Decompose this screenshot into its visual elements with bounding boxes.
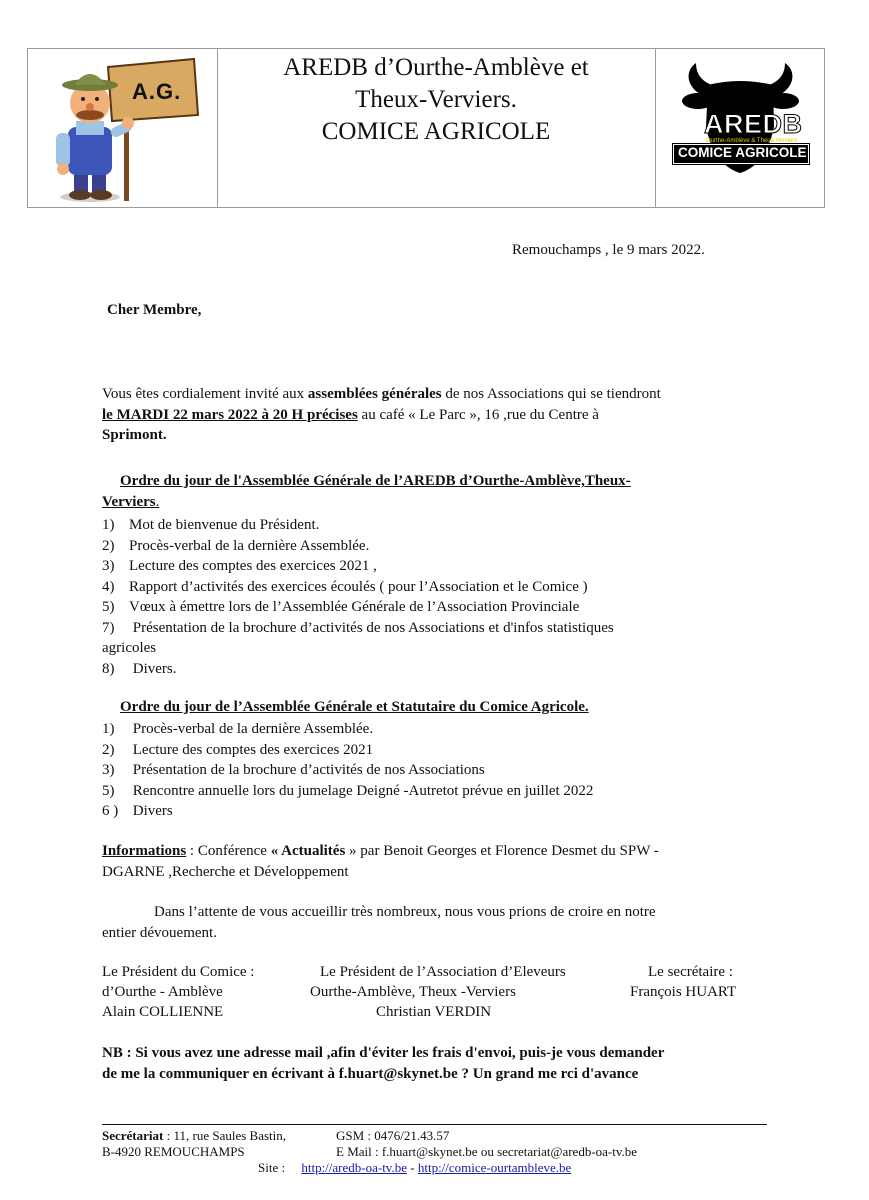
list-item: 8) Divers. bbox=[102, 660, 177, 677]
nb-line1: NB : Si vous avez une adresse mail ,afin d'éviter les frais d'envoi, puis-je vous demander bbox=[102, 1045, 665, 1061]
list-item: 2) Procès-verbal de la dernière Assemblée. bbox=[102, 537, 370, 554]
letterhead-title bbox=[217, 49, 656, 207]
letterhead-illustration-cell bbox=[28, 49, 218, 207]
agenda-comice-list bbox=[102, 719, 593, 822]
signature-association-president: Le Président de l’Association d’Eleveurs Ourthe-Amblève, Theux -Verviers Christian VERDIN bbox=[310, 964, 566, 1020]
informations-label: Informations bbox=[102, 843, 187, 859]
footer-contact bbox=[336, 1128, 637, 1159]
list-item: 5) Rencontre annuelle lors du jumelage Deigné -Autretot prévue en juillet 2022 bbox=[102, 782, 594, 799]
signature-comice-president: Le Président du Comice : d’Ourthe - Amblève Alain COLLIENNE bbox=[102, 964, 255, 1020]
closing-line1: Dans l’attente de vous accueillir très nombreux, nous vous prions de croire en notre bbox=[154, 904, 656, 920]
invitation-paragraph bbox=[102, 384, 661, 446]
logo-small-text: Ourthe-Amblève & Theux-Verviers bbox=[706, 138, 798, 144]
agenda-aredb-heading: Ordre du jour de l'Assemblée Générale de l’AREDB d’Ourthe-Amblève,Theux- Verviers. bbox=[102, 473, 631, 510]
closing-paragraph bbox=[102, 902, 656, 944]
date-line: Remouchamps , le 9 mars 2022. bbox=[512, 242, 705, 258]
farmer-sign-illustration bbox=[28, 49, 217, 207]
salutation: Cher Membre, bbox=[107, 302, 202, 318]
list-item: 7) Présentation de la brochure d’activités de nos Associations et d'infos statistiques bbox=[102, 619, 614, 636]
title-line-3: COMICE AGRICOLE bbox=[321, 118, 551, 145]
list-item: 3) Lecture des comptes des exercices 2021 , bbox=[102, 558, 377, 574]
logo-banner-text: COMICE AGRICOLE bbox=[678, 145, 807, 160]
informations-line2: DGARNE ,Recherche et Développement bbox=[102, 863, 349, 880]
secretariat-label: Secrétariat bbox=[102, 1128, 164, 1143]
list-item: 4) Rapport d’activités des exercices écoulés ( pour l’Association et le Comice ) bbox=[102, 578, 588, 595]
footer-divider bbox=[102, 1124, 767, 1125]
intro-text-end: de nos Associations qui se tiendront bbox=[441, 386, 661, 402]
footer-sites: Site : http://aredb-oa-tv.be - http://comice-ourtambleve.be bbox=[258, 1160, 572, 1175]
informations-paragraph: Informations : Conférence « Actualités » par Benoit Georges et Florence Desmet du SPW - DGARNE ,Recherche et Développement bbox=[102, 841, 659, 882]
meeting-town: Sprimont. bbox=[102, 427, 167, 443]
list-item: 1) Mot de bienvenue du Président. bbox=[102, 517, 320, 533]
conference-title: « Actualités bbox=[270, 843, 346, 859]
list-item: 1) Procès-verbal de la dernière Assemblée. bbox=[102, 721, 374, 737]
title-line-2: Theux-Verviers. bbox=[355, 86, 517, 113]
list-item: 2) Lecture des comptes des exercices 2021 bbox=[102, 741, 374, 758]
closing-line2: entier dévouement. bbox=[102, 925, 217, 941]
logo-main-text: AREDB bbox=[704, 109, 803, 139]
aredb-logo bbox=[656, 49, 825, 207]
intro-text: Vous êtes cordialement invité aux bbox=[102, 386, 308, 402]
footer-gsm: GSM : 0476/21.43.57 bbox=[336, 1128, 450, 1143]
title-line-1: AREDB d’Ourthe-Amblève et bbox=[283, 54, 589, 81]
intro-emphasis: assemblées générales bbox=[307, 386, 442, 402]
footer-email: E Mail : f.huart@skynet.be ou secretariat@aredb-oa-tv.be bbox=[336, 1143, 638, 1159]
footer-address: Secrétariat : 11, rue Saules Bastin, B-4920 REMOUCHAMPS bbox=[102, 1128, 287, 1159]
agenda-aredb-list bbox=[102, 515, 614, 679]
site-label: Site : bbox=[258, 1160, 286, 1175]
site-link-comice[interactable]: http://comice-ourtambleve.be bbox=[417, 1160, 572, 1175]
list-item: 5) Vœux à émettre lors de l’Assemblée Générale de l’Association Provinciale bbox=[102, 599, 580, 615]
meeting-date: le MARDI 22 mars 2022 à 20 H précises bbox=[102, 406, 358, 423]
agenda-aredb-heading-line2: Verviers bbox=[102, 493, 156, 510]
list-item-continuation: agricoles bbox=[102, 640, 157, 656]
footer-city: B-4920 REMOUCHAMPS bbox=[102, 1143, 245, 1159]
signature-secretary: Le secrétaire : François HUART bbox=[630, 964, 737, 1000]
list-item: 3) Présentation de la brochure d’activités de nos Associations bbox=[102, 762, 485, 778]
nb-note bbox=[102, 1043, 664, 1085]
nb-line2: de me la communiquer en écrivant à f.huart@skynet.be ? Un grand me rci d'avance bbox=[102, 1066, 639, 1082]
meeting-venue: au café « Le Parc », 16 ,rue du Centre à bbox=[357, 406, 599, 423]
sign-text: A.G. bbox=[132, 79, 182, 104]
agenda-comice-heading: Ordre du jour de l’Assemblée Générale et Statutaire du Comice Agricole. bbox=[120, 699, 589, 715]
letterhead bbox=[27, 48, 825, 208]
list-item: 6 ) Divers bbox=[102, 803, 173, 819]
site-link-aredb[interactable]: http://aredb-oa-tv.be bbox=[301, 1160, 407, 1175]
agenda-aredb-heading-line1: Ordre du jour de l'Assemblée Générale de l’AREDB d’Ourthe-Amblève,Theux- bbox=[120, 473, 631, 489]
